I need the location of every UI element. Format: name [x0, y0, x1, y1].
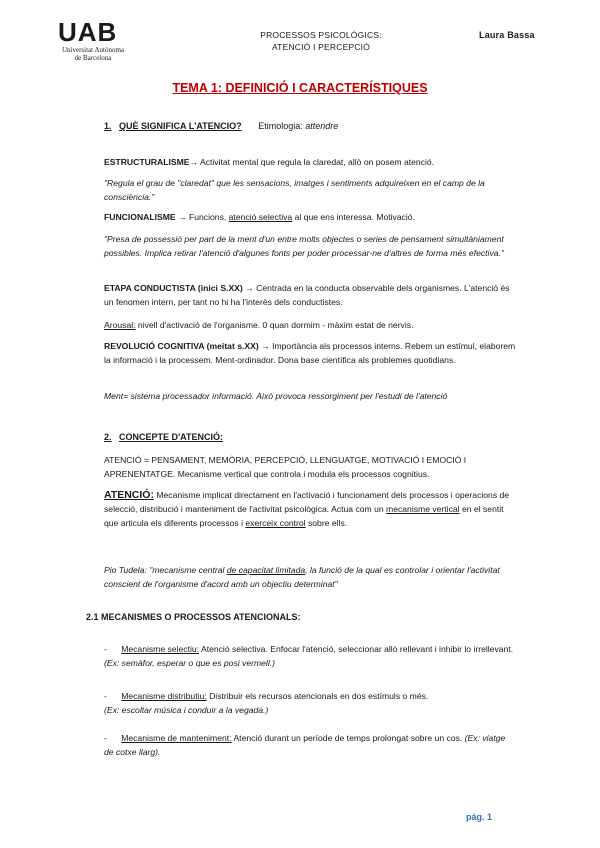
course-title [258, 29, 384, 53]
section-1-heading [104, 121, 338, 131]
mecanisme-manteniment-text: Atenció durant un període de temps prolongat sobre un cos. [231, 733, 465, 743]
logo-mark: UAB [58, 17, 118, 47]
logo-line-2: de Barcelona [74, 54, 112, 62]
arrow-icon: → [178, 212, 187, 222]
ment-note: Ment= sistema processador informació. Això provoca ressorgiment per l'estudi de l'atenció [104, 391, 448, 401]
arrow-icon: → [189, 157, 199, 167]
atencio-definition-paragraph [104, 488, 516, 530]
list-item-distributiu [104, 689, 516, 717]
atencio-definition-label: ATENCIÓ: [104, 489, 154, 501]
section-2-heading [104, 432, 223, 442]
mecanisme-selectiu-label: Mecanisme selectiu: [121, 644, 200, 654]
tudela-quote-start: Pio Tudela: "mecanisme central [104, 565, 227, 575]
atencio-definition-text-2: en el sentit que articula els diferents processos i [104, 504, 504, 528]
dash-bullet: - [104, 733, 122, 743]
course-line-2: ATENCIÓ I PERCEPCIÓ [271, 42, 371, 52]
section-2-title: CONCEPTE D'ATENCIÓ: [119, 432, 224, 442]
revolucio-text: Importància als processos interns. Rebem un estímul, elaborem la informació i la processem. Ment-ordinador. Dona base científica als problemes quotidians. [104, 341, 516, 365]
course-line-1: PROCESSOS PSICOLÒGICS: [260, 30, 382, 40]
atencio-definition-text-3: sobre ells. [305, 518, 348, 528]
mecanisme-manteniment-label: Mecanisme de manteniment: [121, 733, 232, 743]
revolucio-paragraph [104, 339, 516, 367]
university-logo [58, 17, 128, 62]
arrow-icon: → [261, 341, 270, 351]
estructuralisme-text: Activitat mental que regula la claredat, allò on posem atenció. [198, 157, 435, 167]
page-title: TEMA 1: DEFINICIÓ I CARACTERÍSTIQUES [172, 81, 428, 95]
mecanisme-selectiu-text: Atenció selectiva. Enfocar l'atenció, seleccionar allò rellevant i inhibir lo irrellevant. [199, 644, 514, 654]
logo-line-1: Universitat Autònoma [61, 46, 125, 54]
tudela-quote [104, 563, 516, 591]
tudela-underlined: de capacitat limitada [226, 565, 306, 575]
funcionalisme-label: FUNCIONALISME [104, 212, 176, 222]
atencio-components-paragraph: ATENCIÓ = PENSAMENT, MEMÒRIA, PERCEPCIÓ, LLENGUATGE, MOTIVACIÓ I EMOCIÓ I APRENENTATGE. Mecanisme vertical que controla i modula els processos cognitius. [104, 455, 467, 479]
etymology-word: attendre [305, 121, 339, 131]
list-item-manteniment [104, 731, 516, 759]
mecanisme-distributiu-label: Mecanisme distributiu: [121, 691, 207, 701]
conductista-text: Centrada en la conducta observable dels organismes. L'atenció és un fenomen intern, per tant no hi ha l'interès dels conductistes. [104, 283, 510, 307]
mecanisme-manteniment-example: (Ex: viatge de cotxe llarg). [104, 733, 506, 757]
section-2-1-heading: 2.1 MECANISMES O PROCESSOS ATENCIONALS: [86, 612, 301, 622]
mecanisme-distributiu-example: (Ex: escoltar música i conduir a la vegada.) [104, 705, 269, 715]
exerceix-control-underlined: exerceix control [245, 518, 306, 528]
funcionalisme-quote: "Presa de possessió per part de la ment d'un entre molts objectes o series de pensament simultàniament possibles. Implica retirar l'atenció d'algunes fonts per poder processar-ne d'altres de forma més efectiva." [104, 234, 504, 258]
list-item-selectiu [104, 642, 516, 670]
funcionalisme-underlined: atenció selectiva [228, 212, 293, 222]
section-1-title: QUÈ SIGNIFICA L'ATENCIO? [119, 121, 242, 131]
author-name: Laura Bassa [479, 30, 535, 40]
estructuralisme-label: ESTRUCTURALISME [104, 157, 190, 167]
tudela-quote-end: , la funció de la qual es controlar i orientar l'activitat conscient de l'organisme d'acord amb un objectiu determinat" [104, 565, 500, 589]
arousal-paragraph [104, 318, 516, 332]
mecanisme-vertical-underlined: mecanisme vertical [386, 504, 460, 514]
funcionalisme-text: Funcions, [186, 212, 229, 222]
mecanisme-selectiu-example: (Ex: semàfor, esperar o que es posi vermell.) [104, 658, 275, 668]
mecanisme-distributiu-text: Distribuir els recursos atencionals en dos estímuls o més. [206, 691, 429, 701]
dash-bullet: - [104, 644, 122, 654]
section-2-number: 2. [104, 432, 112, 442]
section-1-number: 1. [104, 121, 112, 131]
conductista-label: ETAPA CONDUCTISTA (inici S.XX) [104, 283, 243, 293]
page-number: pág. 1 [466, 812, 493, 822]
revolucio-label: REVOLUCIÓ COGNITIVA (meitat s.XX) [104, 341, 259, 351]
etymology-label: Etimologia: [258, 121, 303, 131]
conductista-paragraph [104, 281, 516, 309]
estructuralisme-quote: "Regula el grau de "claredat" que les sensacions, imatges i sentiments adquireixen en el camp de la consciència." [104, 178, 485, 202]
arousal-label: Arousal: [104, 320, 136, 330]
funcionalisme-text-end: al que ens interessa. Motivació. [292, 212, 415, 222]
arrow-icon: → [245, 283, 254, 293]
atencio-definition-text: Mecanisme implicat directament en l'activació i funcionament dels processos i operacions de selecció, distribució i manteniment de l'activitat psicològica. Actua com un [104, 490, 510, 514]
estructuralisme-paragraph [104, 155, 516, 169]
funcionalisme-paragraph [104, 210, 516, 224]
arousal-text: nivell d'activació de l'organisme. 0 quan dormim - màxim estat de nervis. [135, 320, 414, 330]
dash-bullet: - [104, 691, 122, 701]
